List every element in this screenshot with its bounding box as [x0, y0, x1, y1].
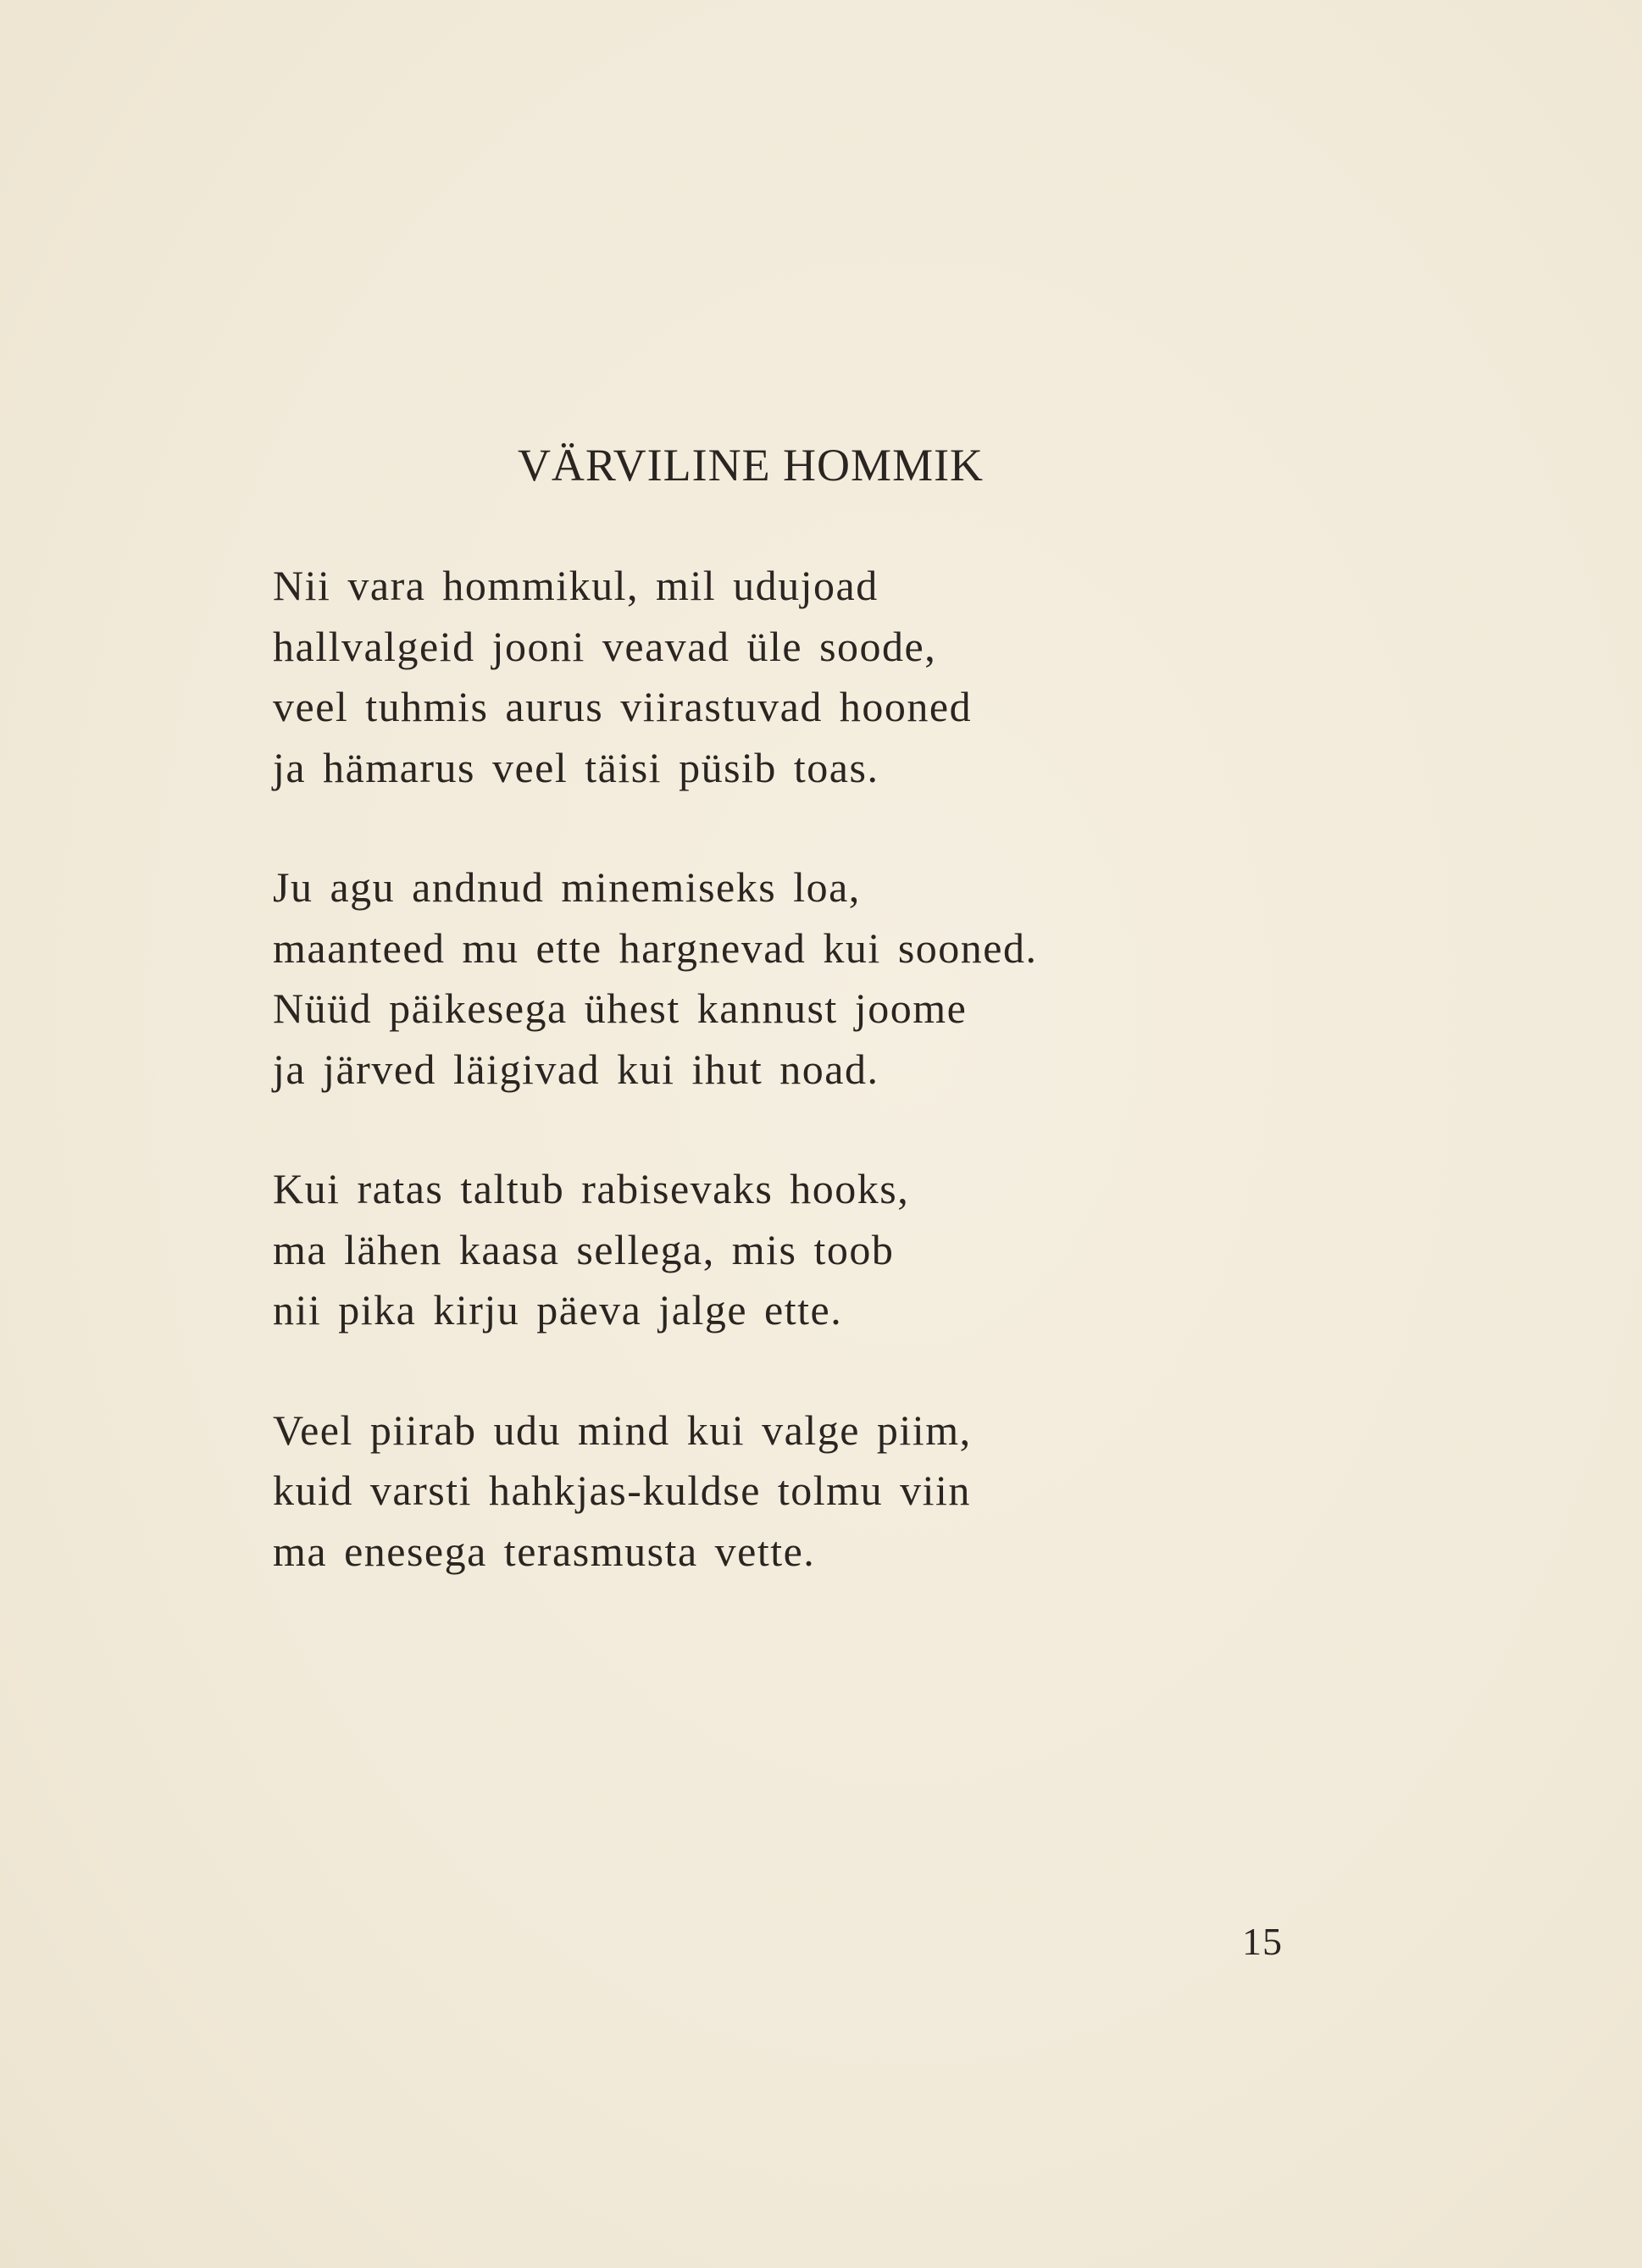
poem-line: nii pika kirju päeva jalge ette. [273, 1286, 843, 1334]
stanza-4 [273, 1400, 1374, 1583]
poem-line: hallvalgeid jooni veavad üle soode, [273, 622, 937, 670]
poem-line: maanteed mu ette hargnevad kui sooned. [273, 923, 1038, 972]
poem-line: kuid varsti hahkjas-kuldse tolmu viin [273, 1467, 971, 1514]
stanza-3 [273, 1159, 1374, 1341]
poem-body [273, 556, 1374, 1641]
poem-title: VÄRVILINE HOMMIK [517, 440, 985, 491]
stanza-1 [273, 556, 1374, 798]
poem-line: Nii vara hommikul, mil udujoad [273, 562, 879, 609]
poem-line: ma lähen kaasa sellega, mis toob [273, 1225, 895, 1273]
poem-line: Kui ratas taltub rabisevaks hooks, [273, 1165, 910, 1212]
stanza-2 [273, 857, 1374, 1100]
poem-line: ma enesega terasmusta vette. [273, 1527, 816, 1575]
poem-line: Nüüd päikesega ühest kannust joome [273, 984, 968, 1032]
poem-line: veel tuhmis aurus viirastuvad hooned [273, 683, 973, 730]
poem-line: Veel piirab udu mind kui valge piim, [273, 1406, 972, 1454]
poem-line: ja hämarus veel täisi püsib toas. [273, 743, 879, 791]
page-number: 15 [1242, 1920, 1283, 1963]
poem-line: Ju agu andnud minemiseks loa, [273, 863, 861, 911]
poem-line: ja järved läigivad kui ihut noad. [273, 1045, 879, 1093]
